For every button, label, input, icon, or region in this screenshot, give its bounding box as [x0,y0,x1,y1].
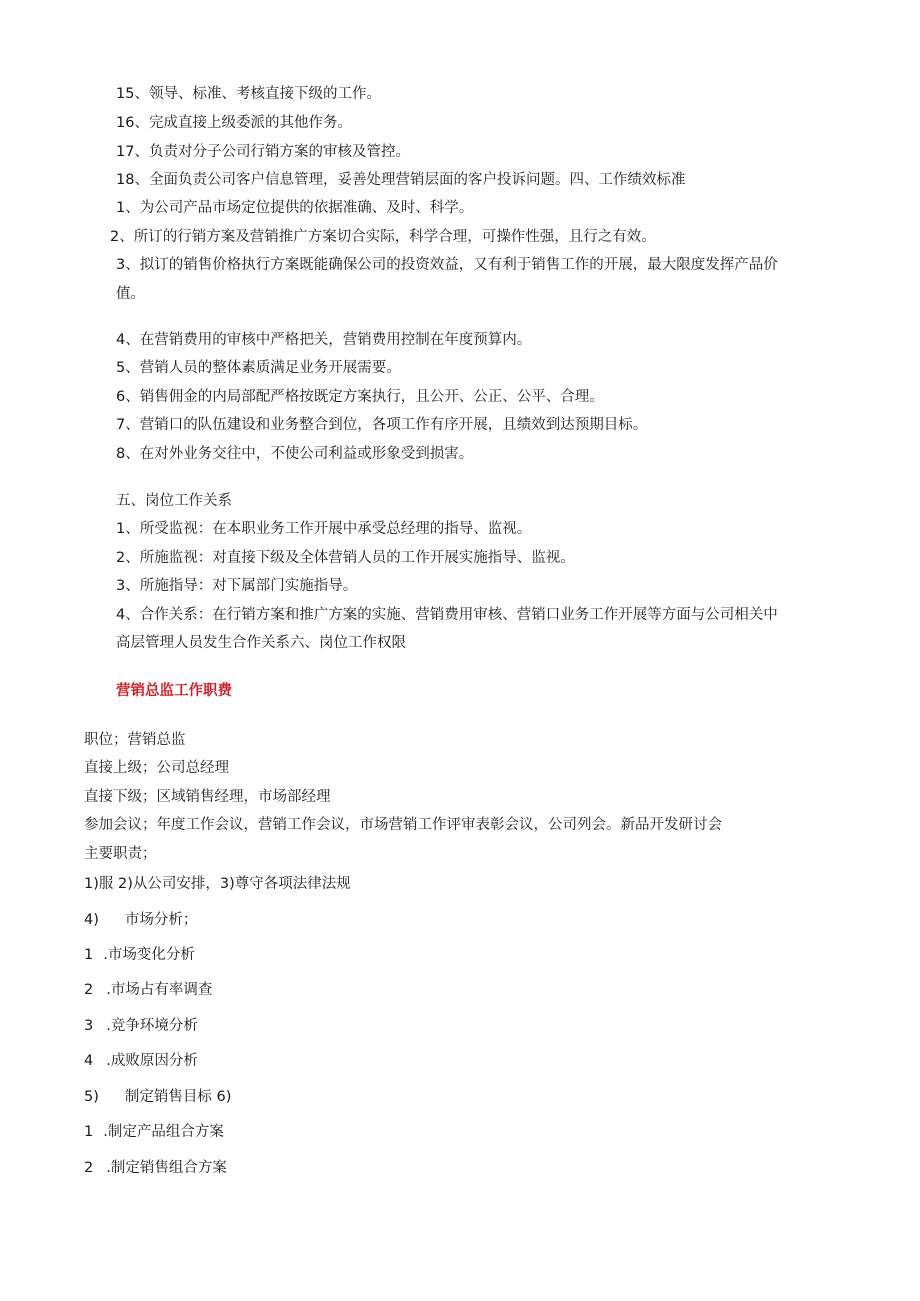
relation-3: 3、所施指导：对下属部门实施指导。 [116,578,358,594]
sub-item-5 [84,1122,224,1142]
relation-4-line1: 4、合作关系：在行销方案和推广方案的实施、营销费用审核、营销口业务工作开展等方面与公司相关中 [116,607,778,623]
standard-5: 5、营销人员的整体素质满足业务开展需要。 [116,360,401,376]
job-superior: 直接上级；公司总经理 [84,760,229,776]
standard-3-line1: 3、拟订的销售价格执行方案既能确保公司的投资效益，又有利于销售工作的开展，最大限度发挥产品价 [116,257,778,273]
relation-4-line2: 高层管理人员发生合作关系六、岗位工作权限 [116,635,406,651]
list-number: 4 [84,1053,94,1069]
list-text: .制定产品组合方案 [103,1124,224,1140]
standard-3-line2: 值。 [116,286,145,302]
standard-6: 6、销售佣金的内局部配严格按既定方案执行，且公开、公正、公平、合理。 [116,389,604,405]
duty-15: 15、领导、标准、考核直接下级的工作。 [116,86,381,102]
duty-18: 18、全面负责公司客户信息管理，妥善处理营销层面的客户投诉问题。四、工作绩效标准 [116,172,686,188]
job-main-duties: 主要职责； [84,846,157,862]
sub-item-6 [84,1158,227,1178]
list-number: 3 [84,1018,94,1034]
standard-7: 7、营销口的队伍建设和业务整合到位，各项工作有序开展，且绩效到达预期目标。 [116,417,648,433]
list-number: 1 [84,1124,94,1140]
list-number: 1 [84,947,94,963]
job-subordinate: 直接下级；区域销售经理，市场部经理 [84,789,331,805]
job-meetings: 参加会议；年度工作会议，营销工作会议，市场营销工作评审表彰会议，公司列会。新品开发研讨会 [84,817,722,833]
sub-item-4 [84,1051,198,1071]
standard-2: 2、所订的行销方案及营销推广方案切合实际，科学合理，可操作性强，且行之有效。 [110,229,656,245]
list-number: 4) [84,912,99,928]
list-text: .竞争环境分析 [106,1018,198,1034]
list-text: .成败原因分析 [106,1053,198,1069]
duty-16: 16、完成直接上级委派的其他作务。 [116,115,352,131]
relation-2: 2、所施监视：对直接下级及全体营销人员的工作开展实施指导、监视。 [116,550,575,566]
sub-item-1 [84,945,195,965]
list-number: 2 [84,1160,94,1176]
list-text: 制定销售目标 6) [124,1089,232,1105]
section-title: 营销总监工作职费 [116,683,232,699]
list-number: 2 [84,982,94,998]
list-text: .市场变化分析 [103,947,195,963]
standard-4: 4、在营销费用的审核中严格把关，营销费用控制在年度预算内。 [116,332,532,348]
duties-line-1: 1)服 2)从公司安排，3)尊守各项法律法规 [84,876,351,892]
duty-17: 17、负责对分子公司行销方案的审核及管控。 [116,144,410,160]
duty-item-4 [84,910,197,930]
sub-item-3 [84,1016,198,1036]
list-text: .制定销售组合方案 [106,1160,227,1176]
duty-item-5 [84,1087,231,1107]
job-position: 职位；营销总监 [84,732,186,748]
list-number: 5) [84,1089,99,1105]
relation-1: 1、所受监视：在本职业务工作开展中承受总经理的指导、监视。 [116,521,532,537]
sub-item-2 [84,980,212,1000]
standard-1: 1、为公司产品市场定位提供的依据准确、及时、科学。 [116,200,474,216]
list-text: 市场分析； [124,912,198,928]
standard-8: 8、在对外业务交往中，不使公司利益或形象受到损害。 [116,446,474,462]
list-text: .市场占有率调查 [106,982,213,998]
relations-heading: 五、岗位工作关系 [116,493,232,509]
